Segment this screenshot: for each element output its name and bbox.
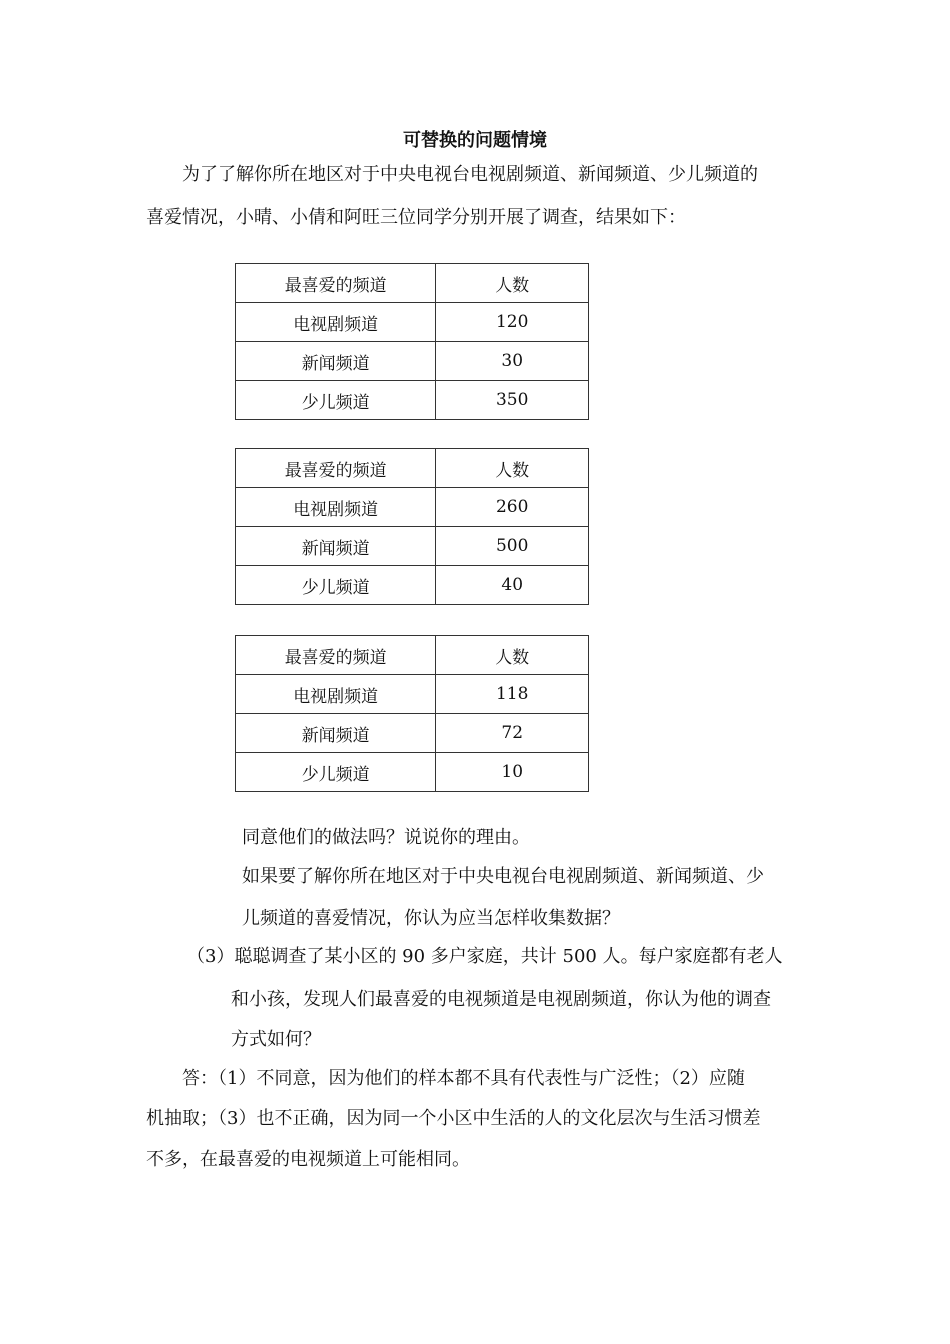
table-cell: 10 (436, 753, 589, 792)
table-cell: 电视剧频道 (236, 488, 436, 527)
table-cell: 260 (436, 488, 589, 527)
question-line-1: 同意他们的做法吗？说说你的理由。 (242, 827, 530, 848)
table-header-cell: 最喜爱的频道 (236, 636, 436, 675)
survey-table-2 (235, 448, 589, 605)
table-cell: 500 (436, 527, 589, 566)
table-cell: 电视剧频道 (236, 303, 436, 342)
answer-line-1: 答：（1）不同意，因为他们的样本都不具有代表性与广泛性；（2）应随 (182, 1068, 745, 1089)
table-cell: 40 (436, 566, 589, 605)
answer-line-2: 机抽取；（3）也不正确，因为同一个小区中生活的人的文化层次与生活习惯差 (146, 1108, 761, 1129)
intro-line-2: 喜爱情况，小晴、小倩和阿旺三位同学分别开展了调查，结果如下： (146, 207, 686, 228)
table-header-cell: 人数 (436, 636, 589, 675)
question-line-6: 方式如何？ (231, 1029, 321, 1050)
table-header-cell: 最喜爱的频道 (236, 449, 436, 488)
survey-table-1 (235, 263, 589, 420)
table-cell: 新闻频道 (236, 527, 436, 566)
table-cell: 少儿频道 (236, 381, 436, 420)
question-line-3: 儿频道的喜爱情况，你认为应当怎样收集数据？ (242, 908, 620, 929)
table-header-cell: 人数 (436, 264, 589, 303)
table-cell: 120 (436, 303, 589, 342)
question-line-4: （3）聪聪调查了某小区的 90 多户家庭，共计 500 人。每户家庭都有老人 (187, 946, 783, 967)
table-cell: 少儿频道 (236, 753, 436, 792)
table-cell: 350 (436, 381, 589, 420)
intro-line-1: 为了了解你所在地区对于中央电视台电视剧频道、新闻频道、少儿频道的 (182, 164, 758, 185)
answer-line-3: 不多，在最喜爱的电视频道上可能相同。 (146, 1149, 470, 1170)
table-cell: 30 (436, 342, 589, 381)
table-cell: 少儿频道 (236, 566, 436, 605)
table-cell: 电视剧频道 (236, 675, 436, 714)
table-cell: 新闻频道 (236, 342, 436, 381)
question-line-5: 和小孩，发现人们最喜爱的电视频道是电视剧频道，你认为他的调查 (231, 989, 771, 1010)
table-cell: 新闻频道 (236, 714, 436, 753)
page-title: 可替换的问题情境 (403, 130, 547, 151)
table-header-cell: 人数 (436, 449, 589, 488)
table-header-cell: 最喜爱的频道 (236, 264, 436, 303)
table-cell: 118 (436, 675, 589, 714)
survey-table-3 (235, 635, 589, 792)
table-cell: 72 (436, 714, 589, 753)
question-line-2: 如果要了解你所在地区对于中央电视台电视剧频道、新闻频道、少 (242, 866, 764, 887)
